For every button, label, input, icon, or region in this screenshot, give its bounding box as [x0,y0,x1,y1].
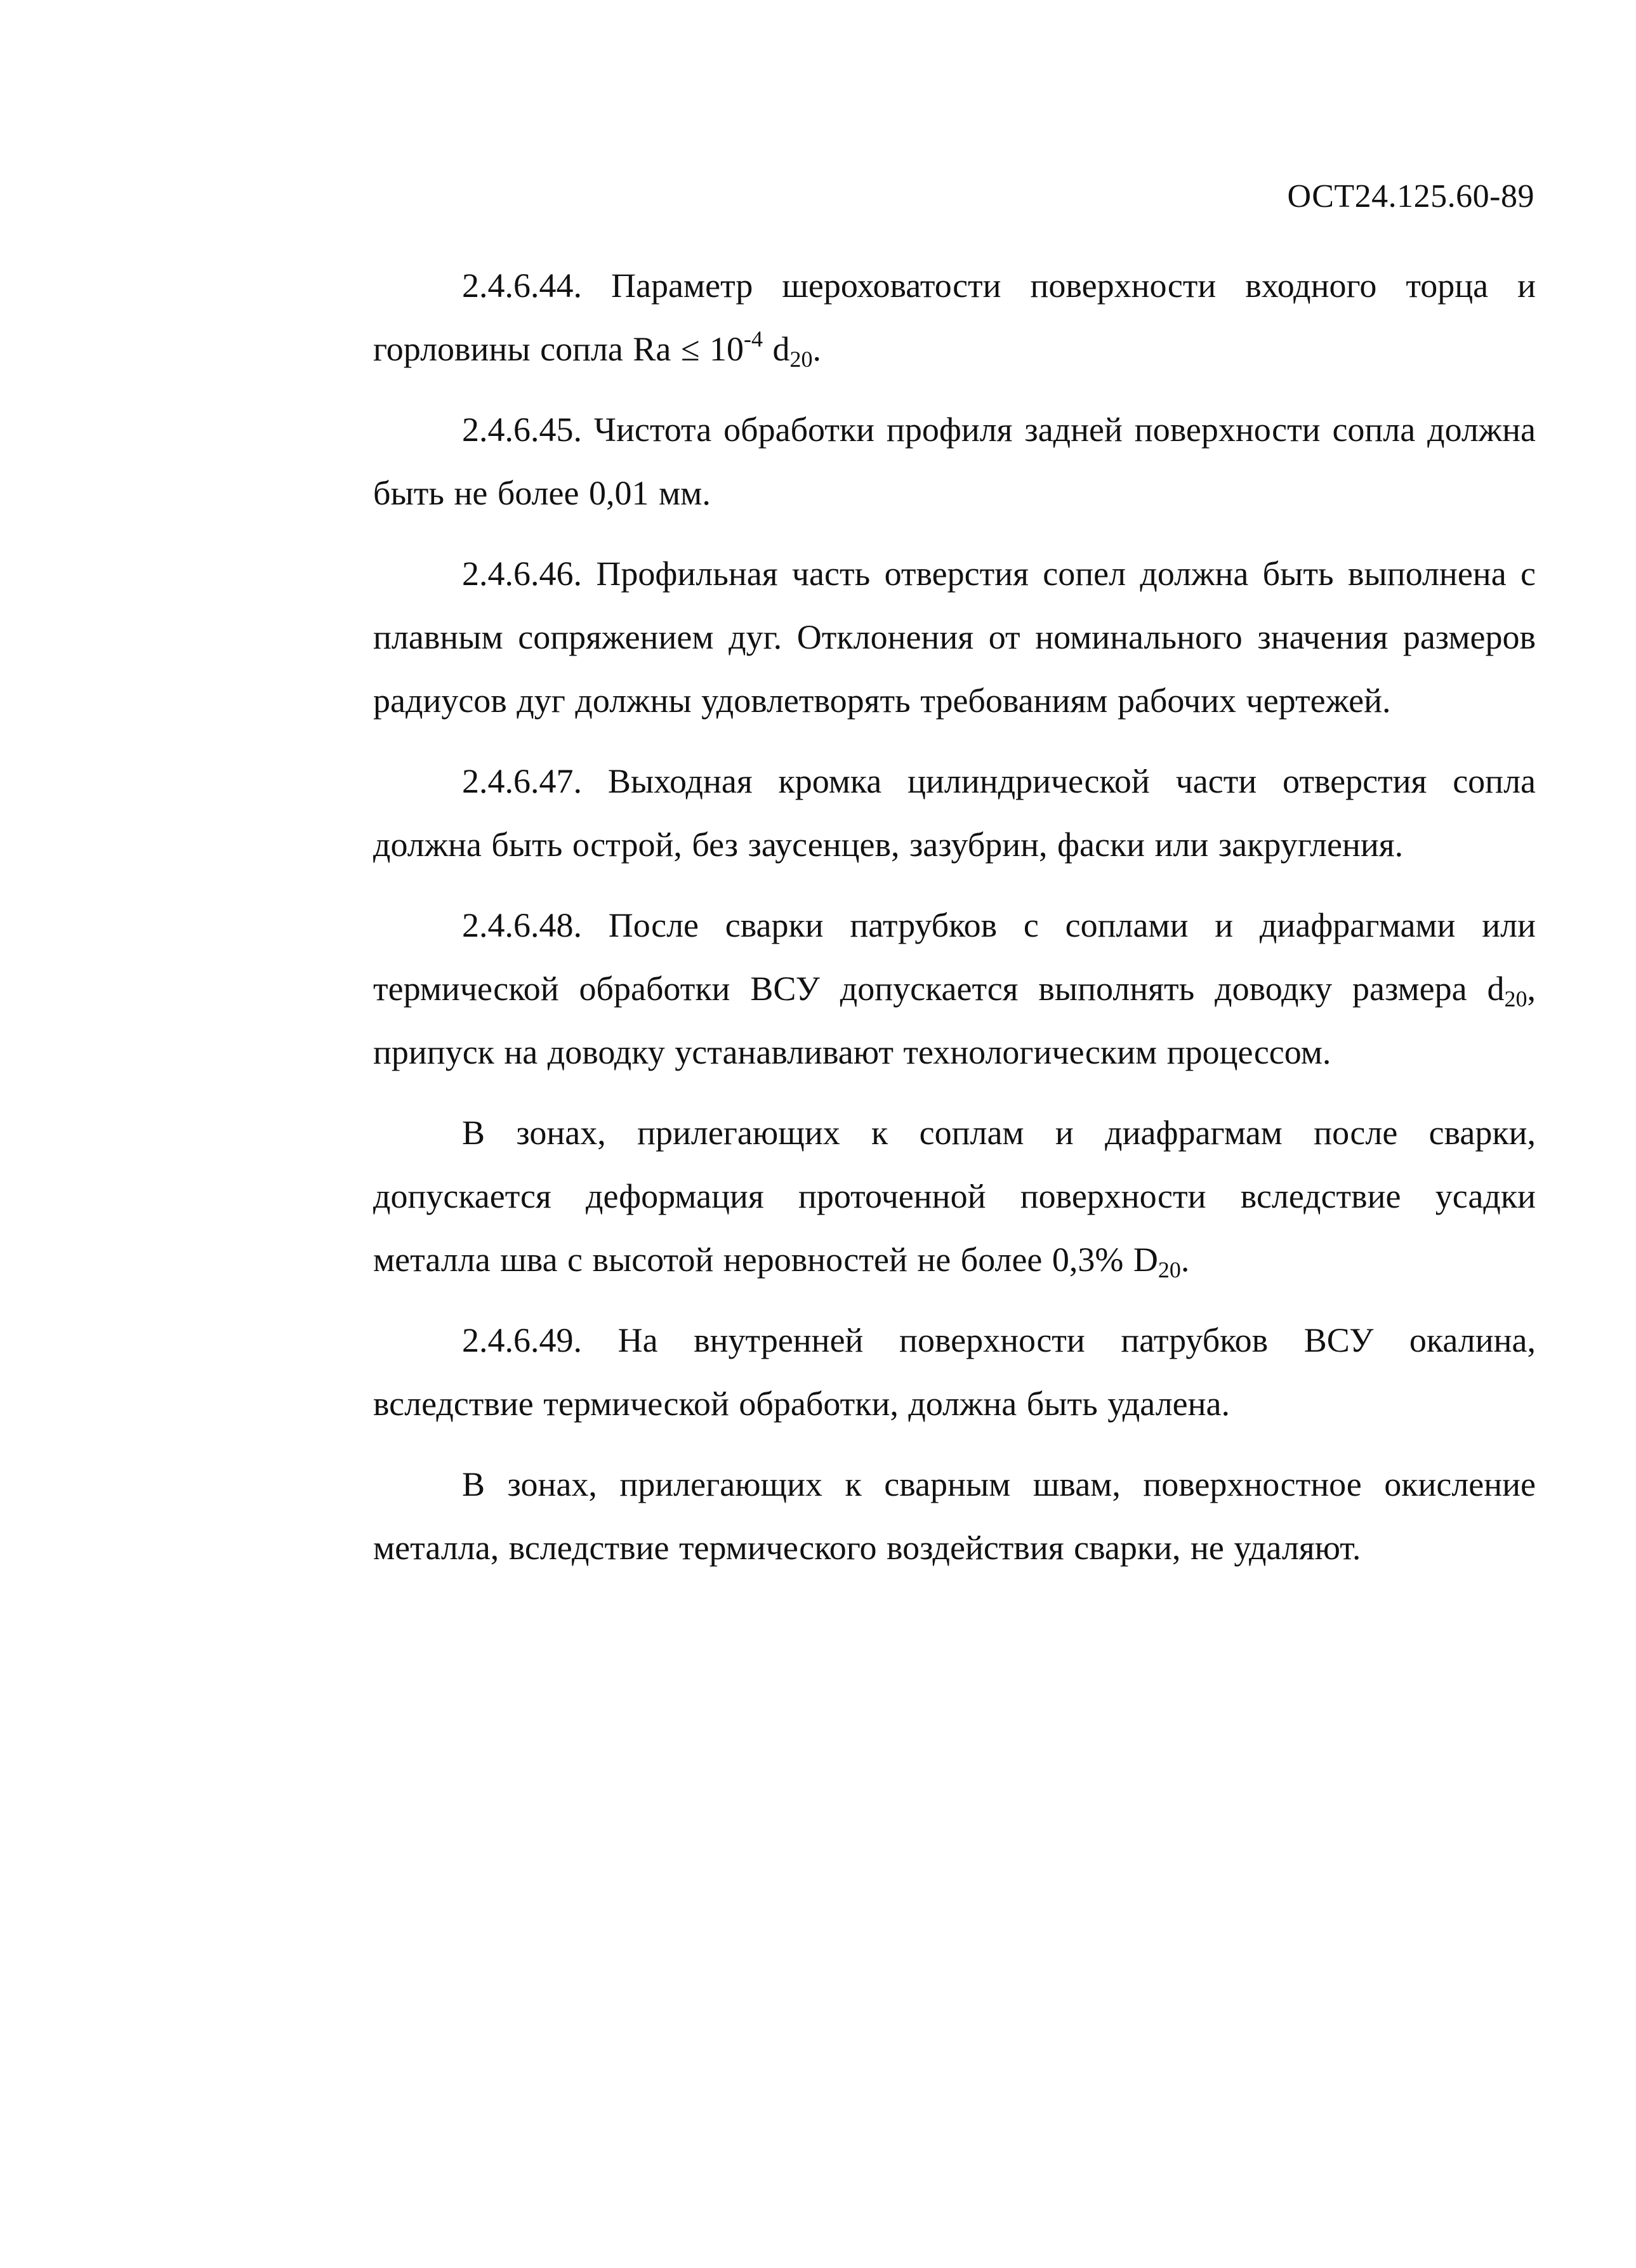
subscript-index: 20 [1504,986,1527,1012]
paragraph-text: 2.4.6.44. Параметр шероховатости поверхности входного торца и горловины сопла Ra ≤ 10 [373,267,1536,368]
paragraph-2-4-6-48-continued [373,1101,1536,1291]
paragraph-text: В зонах, прилегающих к соплам и диафрагмам после сварки, допускается деформация проточенной поверхности вследствие усадки металла шва с высотой неровностей не более 0,3% D [373,1114,1536,1279]
paragraph-2-4-6-48 [373,893,1536,1084]
paragraph-2-4-6-49: 2.4.6.49. На внутренней поверхности патрубков ВСУ окалина, вследствие термической обработки, должна быть удалена. [373,1321,1536,1423]
paragraph-2-4-6-49-continued: В зонах, прилегающих к сварным швам, поверхностное окисление металла, вследствие термического воздействия сварки, не удаляют. [373,1465,1536,1567]
paragraph-end: . [1180,1241,1190,1279]
subscript-index: 20 [789,346,813,372]
paragraph-2-4-6-45: 2.4.6.45. Чистота обработки профиля задней поверхности сопла должна быть не более 0,01 мм. [373,411,1536,512]
document-code: ОСТ24.125.60-89 [1287,178,1534,214]
paragraph-2-4-6-46: 2.4.6.46. Профильная часть отверстия сопел должна быть выполнена с плавным сопряжением дуг. Отклонения от номинального значения размеров радиусов дуг должны удовлетворять требованиям рабочих чертежей. [373,555,1536,720]
paragraph-end: , припуск на доводку устанавливают технологическим процессом. [373,970,1536,1071]
paragraph-2-4-6-44 [373,254,1536,381]
paragraph-end: . [812,330,822,368]
document-body [373,254,1536,1597]
subscript-index: 20 [1158,1257,1181,1282]
paragraph-text: 2.4.6.48. После сварки патрубков с соплами и диафрагмами или термической обработки ВСУ допускается выполнять доводку размера d [373,906,1536,1008]
paragraph-text-d: d [763,330,790,368]
superscript-exponent: -4 [744,326,763,352]
paragraph-2-4-6-47: 2.4.6.47. Выходная кромка цилиндрической части отверстия сопла должна быть острой, без заусенцев, зазубрин, фаски или закругления. [373,762,1536,864]
